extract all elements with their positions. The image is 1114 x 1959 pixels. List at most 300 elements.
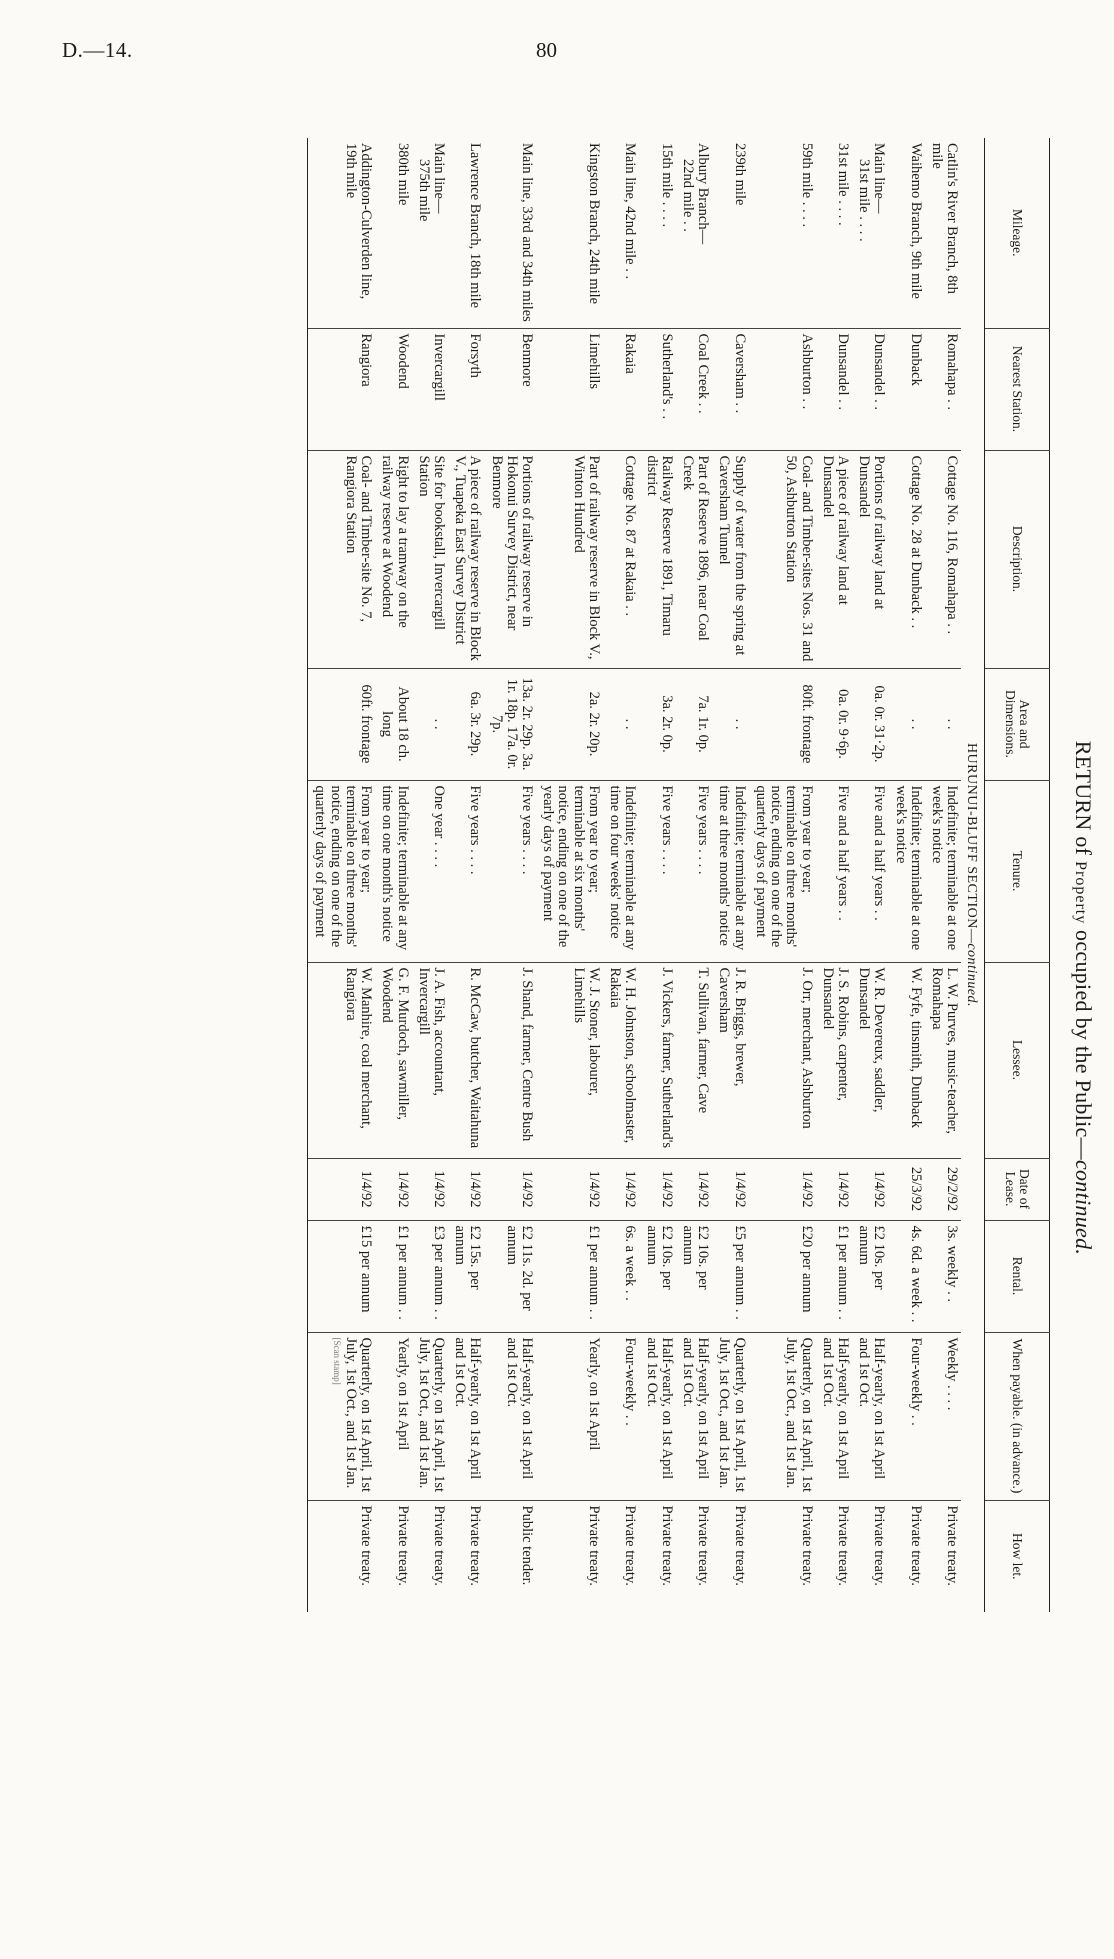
table-row — [603, 138, 639, 1612]
rotated-return-page — [60, 98, 1100, 1898]
cell-rental — [375, 1220, 411, 1332]
cell-description — [676, 450, 712, 668]
cell-howlet — [888, 1500, 924, 1612]
howlet-value: Private treaty. — [944, 1505, 961, 1586]
cell-payable — [852, 1332, 888, 1500]
property-return-table — [307, 138, 1050, 1612]
rental-value: £20 per annum — [798, 1225, 815, 1313]
payable-value: Half-yearly, on 1st April and 1st Oct. — [643, 1337, 675, 1480]
station-value: Romahapa . . — [944, 333, 961, 411]
howlet-value: Private treaty. — [907, 1505, 924, 1586]
payable-value: Yearly, on 1st April — [585, 1337, 602, 1451]
date-value: 1/4/92 — [835, 1170, 851, 1208]
table-row — [749, 138, 816, 1612]
cell-lessee — [536, 962, 603, 1158]
description-value: Part of Reserve 1896, near Coal Creek — [680, 455, 712, 641]
area-value: . . — [622, 718, 639, 730]
cell-howlet — [676, 1500, 712, 1612]
table-row — [816, 138, 852, 1612]
cell-description — [816, 450, 852, 668]
cell-tenure — [448, 780, 484, 962]
tenure-value: Five and a half years . . — [871, 785, 888, 921]
cell-payable — [676, 1332, 712, 1500]
cell-payable — [308, 1332, 375, 1500]
tenure-value: From year to year; terminable at six months' notice, ending on one of the yearly days of payment — [540, 785, 602, 948]
mileage-value: 375th mile — [415, 159, 432, 222]
lessee-value: J. A. Fish, accountant, Invercargill — [415, 967, 447, 1096]
station-value: Invercargill — [430, 333, 447, 401]
tenure-value: Five years . . . . — [658, 785, 675, 875]
rental-value: £1 per annum . . — [394, 1225, 411, 1320]
cell-rental — [852, 1220, 888, 1332]
cell-description — [712, 450, 748, 668]
cell-date — [448, 1158, 484, 1220]
mileage-value: Catlin's River Branch, 8th mile — [929, 143, 961, 294]
cell-rental — [888, 1220, 924, 1332]
cell-lessee — [603, 962, 639, 1158]
rental-value: 6s. a week . . — [622, 1225, 639, 1301]
date-value: 1/4/92 — [467, 1170, 484, 1208]
cell-lessee — [925, 962, 961, 1158]
cell-description — [925, 450, 961, 668]
payable-value: Half-yearly, on 1st April and 1st Oct. — [819, 1337, 851, 1480]
cell-date — [749, 1158, 816, 1220]
cell-mileage — [484, 138, 536, 328]
table-row — [852, 138, 888, 1612]
col-date: Date of Lease. — [985, 1158, 1050, 1220]
cell-date — [412, 1158, 448, 1220]
station-value: Rangiora — [358, 333, 375, 387]
cell-area — [925, 668, 961, 780]
payable-value: Quarterly, on 1st April, 1st July, 1st Oct., and 1st Jan. — [415, 1337, 447, 1493]
cell-tenure — [536, 780, 603, 962]
area-value: . . — [907, 718, 924, 730]
cell-mileage — [925, 138, 961, 328]
date-value: 1/4/92 — [394, 1170, 411, 1208]
cell-area — [816, 668, 852, 780]
cell-mileage — [536, 138, 603, 328]
station-value: Limehills — [585, 333, 602, 390]
cell-date — [484, 1158, 536, 1220]
station-value: Ashburton . . — [798, 333, 815, 410]
howlet-value: Private treaty. — [394, 1505, 411, 1586]
cell-station — [816, 328, 852, 450]
mileage-value: 31st mile . . . . — [856, 159, 873, 242]
cell-lessee — [639, 962, 675, 1158]
description-value: A piece of railway reserve in Block V., Tuapeka East Survey District — [452, 455, 484, 661]
cell-payable — [639, 1332, 675, 1500]
cell-payable — [536, 1332, 603, 1500]
tenure-value: From year to year; terminable on three months' notice, ending on one of the quarterly days of payment — [312, 785, 375, 948]
cell-howlet — [603, 1500, 639, 1612]
cell-date — [852, 1158, 888, 1220]
cell-area — [749, 668, 816, 780]
cell-howlet — [448, 1500, 484, 1612]
cell-mileage — [639, 138, 675, 328]
cell-area — [712, 668, 748, 780]
description-value: Portions of railway land at Dunsandel — [856, 455, 888, 610]
section-name: HURUNUI-BLUFF SECTION— — [964, 742, 979, 944]
cell-rental — [925, 1220, 961, 1332]
tenure-value: Five years . . . . — [695, 785, 712, 875]
cell-lessee — [816, 962, 852, 1158]
table-row — [676, 138, 712, 1612]
rental-value: £5 per annum . . — [731, 1225, 748, 1320]
howlet-value: Private treaty. — [731, 1505, 748, 1586]
cell-tenure — [676, 780, 712, 962]
cell-tenure — [412, 780, 448, 962]
payable-value: Half-yearly, on 1st April and 1st Oct. — [856, 1337, 888, 1480]
station-value: Forsyth — [467, 333, 484, 378]
lessee-value: J. Vickers, farmer, Sutherland's — [658, 967, 675, 1148]
cell-lessee — [712, 962, 748, 1158]
document-reference: D.—14. — [62, 38, 133, 62]
cell-rental — [308, 1220, 375, 1332]
cell-area — [448, 668, 484, 780]
cell-date — [712, 1158, 748, 1220]
table-row — [639, 138, 675, 1612]
lessee-value: W. Manhire, coal merchant, Rangiora — [342, 967, 375, 1129]
howlet-value: Private treaty. — [467, 1505, 484, 1586]
station-value: Dunsandel . . — [835, 333, 851, 411]
cell-mileage — [603, 138, 639, 328]
cell-mileage — [308, 138, 375, 328]
rental-value: 3s. weekly . . — [944, 1225, 961, 1303]
cell-description — [603, 450, 639, 668]
howlet-value: Private treaty. — [622, 1505, 639, 1586]
cell-station — [749, 328, 816, 450]
tenure-value: Indefinite; terminable at one week's notice — [892, 785, 924, 951]
mileage-value: 15th mile . . . . — [658, 143, 675, 228]
cell-lessee — [412, 962, 448, 1158]
cell-station — [888, 328, 924, 450]
cell-area — [375, 668, 411, 780]
cell-tenure — [816, 780, 852, 962]
table-row — [536, 138, 603, 1612]
cell-payable — [888, 1332, 924, 1500]
cell-tenure — [925, 780, 961, 962]
cell-tenure — [375, 780, 411, 962]
cell-description — [448, 450, 484, 668]
mileage-group-label: Albury Branch— — [695, 143, 712, 245]
col-rental: Rental. — [985, 1220, 1050, 1332]
cell-rental — [676, 1220, 712, 1332]
date-value: 1/4/92 — [430, 1170, 447, 1208]
date-value: 1/4/92 — [585, 1170, 602, 1208]
cell-payable — [749, 1332, 816, 1500]
section-heading — [961, 138, 984, 1612]
section-continued: continued. — [964, 943, 979, 1008]
cell-date — [925, 1158, 961, 1220]
col-station: Nearest Station. — [985, 328, 1050, 450]
col-mileage: Mileage. — [985, 138, 1050, 328]
description-value: Cottage No. 28 at Dunback . . — [907, 455, 924, 629]
cell-tenure — [484, 780, 536, 962]
cell-lessee — [852, 962, 888, 1158]
mileage-value: Waihemo Branch, 9th mile — [907, 143, 924, 299]
lessee-value: W. Fyfe, tinsmith, Dunback — [907, 967, 924, 1129]
cell-date — [888, 1158, 924, 1220]
cell-howlet — [308, 1500, 375, 1612]
lessee-value: L. W. Purves, music-teacher, Romahapa — [929, 967, 961, 1135]
date-value: 1/4/92 — [731, 1170, 748, 1208]
description-value: Railway Reserve 1891, Timaru district — [643, 455, 675, 636]
table-row — [712, 138, 748, 1612]
cell-payable — [448, 1332, 484, 1500]
cell-date — [308, 1158, 375, 1220]
tenure-value: Indefinite; terminable at any time on one month's notice — [379, 785, 411, 951]
lessee-value: T. Sullivan, farmer, Cave — [695, 967, 712, 1114]
tenure-value: Indefinite; terminable at any time at three months' notice — [716, 785, 748, 951]
cell-description — [639, 450, 675, 668]
cell-lessee — [484, 962, 536, 1158]
mileage-value: Main line, 33rd and 34th miles — [519, 143, 536, 322]
cell-mileage — [412, 138, 448, 328]
table-row — [375, 138, 411, 1612]
cell-lessee — [448, 962, 484, 1158]
cell-lessee — [749, 962, 816, 1158]
area-value: 6a. 3r. 29p. — [467, 691, 484, 757]
description-value: Supply of water from the spring at Caversham Tunnel — [716, 455, 748, 656]
cell-payable — [412, 1332, 448, 1500]
title-property: Property — [1072, 861, 1089, 925]
cell-howlet — [712, 1500, 748, 1612]
cell-howlet — [749, 1500, 816, 1612]
cell-description — [852, 450, 888, 668]
tenure-value: Five years . . . . — [519, 785, 536, 875]
tenure-value: One year . . . . — [430, 785, 447, 868]
rental-value: £2 11s. 2d. per annum — [503, 1225, 536, 1311]
lessee-value: R. McCaw, butcher, Waitahuna — [467, 967, 484, 1149]
col-tenure: Tenure. — [985, 780, 1050, 962]
rental-value: £1 per annum . . — [585, 1225, 602, 1320]
description-value: Coal- and Timber-sites Nos. 31 and 50, Ashburton Station — [783, 455, 815, 662]
cell-area — [536, 668, 603, 780]
cell-rental — [448, 1220, 484, 1332]
cell-mileage — [852, 138, 888, 328]
cell-station — [603, 328, 639, 450]
station-value: Dunback — [907, 333, 924, 386]
howlet-value: Private treaty. — [695, 1505, 712, 1586]
payable-value: Four-weekly . . — [622, 1337, 639, 1426]
mileage-value: Lawrence Branch, 18th mile — [467, 143, 484, 309]
howlet-value: Private treaty. — [871, 1505, 888, 1586]
rental-value: £15 per annum — [358, 1225, 375, 1313]
cell-date — [816, 1158, 852, 1220]
cell-description — [412, 450, 448, 668]
table-row — [308, 138, 375, 1612]
cell-howlet — [375, 1500, 411, 1612]
rental-value: £2 10s. per annum — [680, 1225, 712, 1290]
cell-description — [484, 450, 536, 668]
description-value: Coal- and Timber-site No. 7, Rangiora Station — [342, 455, 375, 622]
description-value: Part of railway reserve in Block V., Winton Hundred — [570, 455, 602, 660]
cell-date — [676, 1158, 712, 1220]
area-value: 60ft. frontage — [358, 684, 375, 764]
area-value: 13a. 2r. 29p. 3a. 1r. 18p. 17a. 0r. 7p. — [488, 677, 536, 771]
lessee-value: W. R. Devereux, saddler, Dunsandel — [856, 967, 888, 1113]
description-value: A piece of railway land at Dunsandel — [819, 455, 851, 605]
cell-date — [375, 1158, 411, 1220]
description-value: Site for bookstall, Invercargill Station — [415, 455, 447, 630]
station-value: Woodend — [394, 333, 411, 389]
cell-rental — [484, 1220, 536, 1332]
header-row — [985, 138, 1050, 1612]
cell-mileage — [712, 138, 748, 328]
date-value: 1/4/92 — [695, 1170, 712, 1208]
payable-value: Quarterly, on 1st April, 1st July, 1st Oct., and 1st Jan. — [342, 1337, 375, 1493]
howlet-value: Private treaty. — [798, 1505, 815, 1586]
station-value: Rakaia — [622, 333, 639, 374]
date-value: 29/2/92 — [944, 1166, 961, 1212]
cell-description — [749, 450, 816, 668]
cell-howlet — [412, 1500, 448, 1612]
table-row — [888, 138, 924, 1612]
cell-lessee — [676, 962, 712, 1158]
payable-value: Yearly, on 1st April — [394, 1337, 411, 1451]
date-value: 25/3/92 — [907, 1166, 924, 1212]
page-number: 80 — [536, 38, 557, 62]
cell-station — [308, 328, 375, 450]
tenure-value: Indefinite; terminable at any time on four weeks' notice — [607, 785, 639, 951]
cell-howlet — [852, 1500, 888, 1612]
cell-area — [603, 668, 639, 780]
tenure-value: Indefinite; terminable at one week's notice — [929, 785, 961, 951]
station-value: Benmore — [519, 333, 536, 387]
col-payable: When payable. (in advance.) — [985, 1332, 1050, 1500]
return-title — [1070, 98, 1096, 1898]
col-area: Area and Dimensions. — [985, 668, 1050, 780]
cell-rental — [536, 1220, 603, 1332]
payable-value: Quarterly, on 1st April, 1st July, 1st Oct., and 1st Jan. — [783, 1337, 815, 1493]
cell-station — [676, 328, 712, 450]
howlet-value: Private treaty. — [358, 1505, 375, 1586]
date-value: 1/4/92 — [871, 1170, 888, 1208]
tenure-value: From year to year; terminable on three months' notice, ending on one of the quarterly days of payment — [752, 785, 815, 948]
area-value: 0a. 0r. 31·2p. — [871, 685, 888, 763]
area-value: . . — [731, 718, 748, 730]
cell-description — [536, 450, 603, 668]
cell-tenure — [603, 780, 639, 962]
area-value: . . — [430, 718, 447, 730]
date-value: 1/4/92 — [798, 1170, 815, 1208]
cell-description — [888, 450, 924, 668]
description-value: Cottage No. 116, Romahapa . . — [944, 455, 961, 635]
howlet-value: Public tender. — [519, 1505, 536, 1586]
area-value: 80ft. frontage — [798, 684, 815, 764]
mileage-group-label: Main line— — [430, 143, 447, 214]
lessee-value: J. R. Briggs, brewer, Caversham — [716, 967, 748, 1087]
lessee-value: W. J. Stoner, labourer, Limehills — [570, 967, 602, 1096]
date-value: 1/4/92 — [358, 1170, 375, 1208]
table-row — [484, 138, 536, 1612]
lessee-value: J. S. Robins, carpenter, Dunsandel — [819, 967, 851, 1102]
payable-value: Half-yearly, on 1st April and 1st Oct. — [680, 1337, 712, 1480]
cell-howlet — [639, 1500, 675, 1612]
mileage-group-label: Main line— — [871, 143, 888, 214]
cell-station — [448, 328, 484, 450]
cell-station — [536, 328, 603, 450]
cell-lessee — [375, 962, 411, 1158]
cell-payable — [816, 1332, 852, 1500]
cell-station — [375, 328, 411, 450]
cell-tenure — [888, 780, 924, 962]
cell-mileage — [676, 138, 712, 328]
cell-rental — [816, 1220, 852, 1332]
cell-howlet — [536, 1500, 603, 1612]
cell-payable — [603, 1332, 639, 1500]
station-value: Caversham . . — [731, 333, 748, 414]
cell-station — [852, 328, 888, 450]
mileage-value: 59th mile . . . . — [798, 143, 815, 228]
howlet-value: Private treaty. — [430, 1505, 447, 1586]
howlet-value: Private treaty. — [585, 1505, 602, 1586]
lessee-value: W. H. Johnston, schoolmaster, Rakaia — [607, 967, 639, 1144]
tenure-value: Five years . . . . — [467, 785, 484, 875]
payable-value: Half-yearly, on 1st April and 1st Oct. — [503, 1337, 536, 1480]
cell-area — [412, 668, 448, 780]
cell-mileage — [375, 138, 411, 328]
cell-payable — [375, 1332, 411, 1500]
scan-stamp: [Scan stamp] — [331, 1337, 342, 1385]
lessee-value: J. Orr, merchant, Ashburton — [798, 967, 815, 1129]
date-value: 1/4/92 — [519, 1170, 536, 1208]
cell-mileage — [749, 138, 816, 328]
payable-value: Four-weekly . . — [907, 1337, 924, 1426]
description-value: Right to lay a tramway on the railway reserve at Woodend — [379, 455, 411, 628]
mileage-value: 380th mile — [394, 143, 411, 206]
lessee-value: J. Shand, farmer, Centre Bush — [519, 967, 536, 1142]
payable-value: Half-yearly, on 1st April and 1st Oct. — [452, 1337, 484, 1480]
rental-value: 4s. 6d. a week . . — [907, 1225, 924, 1323]
area-value: 2a. 2r. 20p. — [585, 691, 602, 757]
payable-value: Weekly . . . . — [944, 1337, 961, 1411]
cell-rental — [412, 1220, 448, 1332]
cell-mileage — [448, 138, 484, 328]
cell-howlet — [484, 1500, 536, 1612]
cell-date — [639, 1158, 675, 1220]
area-value: 3a. 2r. 0p. — [658, 695, 675, 753]
mileage-value: 31st mile . . . . — [835, 143, 851, 226]
cell-payable — [484, 1332, 536, 1500]
mileage-value: 239th mile — [731, 143, 748, 206]
cell-area — [639, 668, 675, 780]
title-prefix: RETURN of — [1071, 740, 1096, 862]
section-row — [961, 138, 984, 1612]
area-value: . . — [944, 718, 961, 730]
cell-howlet — [925, 1500, 961, 1612]
cell-lessee — [308, 962, 375, 1158]
col-how-let: How let. — [985, 1500, 1050, 1612]
cell-station — [484, 328, 536, 450]
title-middle: occupied by the Public— — [1071, 924, 1096, 1160]
mileage-value: 22nd mile . . — [680, 159, 697, 232]
area-value: About 18 ch. long — [379, 686, 411, 762]
cell-tenure — [852, 780, 888, 962]
cell-area — [676, 668, 712, 780]
mileage-value: Addington-Culverden line, 19th mile — [342, 143, 375, 300]
rental-value: £3 per annum . . — [430, 1225, 447, 1320]
station-value: Dunsandel . . — [871, 333, 888, 411]
cell-area — [484, 668, 536, 780]
cell-area — [888, 668, 924, 780]
table-row — [412, 138, 448, 1612]
lessee-value: G. F. Murdoch, sawmiller, Woodend — [379, 967, 411, 1121]
cell-payable — [925, 1332, 961, 1500]
cell-mileage — [888, 138, 924, 328]
cell-mileage — [816, 138, 852, 328]
description-value: Portions of railway reserve in Hokonui Survey District, near Benmore — [488, 455, 536, 631]
